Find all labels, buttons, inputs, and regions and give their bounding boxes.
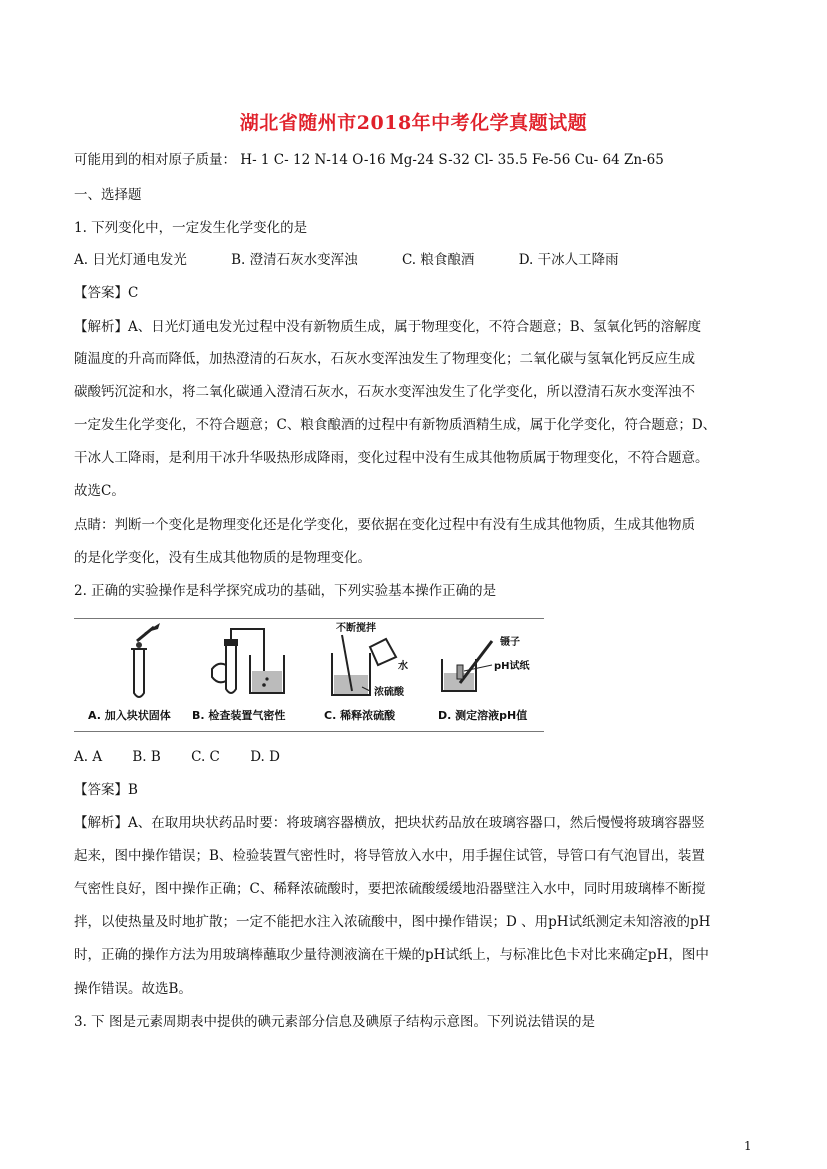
test-tube-solid-illustration — [82, 619, 192, 709]
q3-stem: 3. 下 图是元素周期表中提供的碘元素部分信息及碘原子结构示意图。下列说法错误的是 — [74, 1014, 595, 1030]
label-ph-paper: pH试纸 — [494, 661, 530, 672]
q1-analysis-line: 干冰人工降雨，是利用干冰升华吸热形成降雨，变化过程中没有生成其他物质属于物理变化，不符合题意。 — [74, 450, 709, 466]
q1-tip-line: 的是化学变化，没有生成其他物质的是物理变化。 — [74, 550, 371, 566]
q1-analysis-line: 随温度的升高而降低，加热澄清的石灰水，石灰水变浑浊发生了物理变化；二氧化碳与氢氧化钙反应生成 — [74, 351, 695, 367]
label-stir: 不断搅拌 — [336, 623, 376, 634]
q1-answer: 【答案】C — [74, 285, 139, 301]
label-acid: 浓硫酸 — [374, 687, 404, 698]
q1-analysis-line: 故选C。 — [74, 483, 125, 499]
q1-option-c: C. 粮食酿酒 — [401, 252, 475, 268]
page-number: 1 — [744, 1139, 752, 1153]
figure-panel-d — [430, 619, 544, 731]
q1-analysis-line: 碳酸钙沉淀和水，将二氧化碳通入澄清石灰水，石灰水变浑浊发生了化学变化，所以澄清石灰水变浑浊不 — [74, 384, 695, 400]
caption-c: C. 稀释浓硫酸 — [324, 709, 396, 722]
label-water: 水 — [398, 661, 408, 672]
caption-b: B. 检查装置气密性 — [192, 709, 286, 722]
caption-a: A. 加入块状固体 — [88, 709, 171, 722]
q1-analysis-line: 【解析】A、日光灯通电发光过程中没有新物质生成，属于物理变化，不符合题意；B、氢氧化钙的溶解度 — [74, 319, 702, 335]
q2-options — [74, 748, 764, 766]
section-heading: 一、选择题 — [74, 187, 142, 203]
q2-analysis-line: 时，正确的操作方法为用玻璃棒蘸取少量待测液滴在干燥的pH试纸上，与标准比色卡对比来确定pH，图中 — [74, 947, 709, 963]
q2-stem: 2. 正确的实验操作是科学探究成功的基础，下列实验基本操作正确的是 — [74, 583, 497, 599]
q2-figure — [74, 618, 544, 732]
q2-option-a: A. A — [74, 749, 103, 765]
q1-option-a: A. 日光灯通电发光 — [74, 252, 187, 268]
q2-option-d: D. D — [250, 749, 280, 765]
q2-analysis-line: 起来，图中操作错误；B、检验装置气密性时，将导管放入水中，用手握住试管，导管口有气泡冒出，装置 — [74, 848, 705, 864]
label-tweezers: 镊子 — [500, 637, 520, 648]
q2-analysis-line: 拌，以使热量及时地扩散；一定不能把水注入浓硫酸中，图中操作错误；D 、用pH试纸测定未知溶液的pH — [74, 914, 711, 930]
caption-d: D. 测定溶液pH值 — [438, 709, 528, 722]
q2-option-c: C. C — [191, 749, 220, 765]
q2-analysis-line: 【解析】A、在取用块状药品时要：将玻璃容器横放，把块状药品放在玻璃容器口，然后慢慢将玻璃容器竖 — [74, 815, 705, 831]
q1-option-b: B. 澄清石灰水变浑浊 — [231, 252, 358, 268]
q1-tip-line: 点睛：判断一个变化是物理变化还是化学变化，要依据在变化过程中有没有生成其他物质，生成其他物质 — [74, 517, 695, 533]
q2-analysis-line: 气密性良好，图中操作正确；C、稀释浓硫酸时，要把浓硫酸缓缓地沿器壁注入水中，同时用玻璃棒不断搅 — [74, 881, 706, 897]
figure-panel-b — [192, 619, 312, 731]
q1-stem: 1. 下列变化中，一定发生化学变化的是 — [74, 220, 308, 236]
q2-analysis-line: 操作错误。故选B。 — [74, 981, 192, 997]
q2-option-b: B. B — [132, 749, 161, 765]
page-title: 湖北省随州市2018年中考化学真题试题 — [239, 112, 588, 134]
q1-options — [74, 251, 764, 269]
q2-answer: 【答案】B — [74, 782, 138, 798]
ph-test-illustration — [430, 619, 544, 709]
q1-analysis-line: 一定发生化学变化，不符合题意；C、粮食酿酒的过程中有新物质酒精生成，属于化学变化，符合题意；D、 — [74, 417, 717, 433]
atomic-masses: 可能用到的相对原子质量： H- 1 C- 12 N-14 O-16 Mg-24 S-32 Cl- 35.5 Fe-56 Cu- 64 Zn-65 — [74, 152, 664, 168]
dilute-acid-illustration — [312, 619, 430, 709]
figure-panel-c — [312, 619, 430, 731]
figure-panel-a — [82, 619, 192, 731]
airtightness-check-illustration — [192, 619, 312, 709]
q1-option-d: D. 干冰人工降雨 — [518, 252, 619, 268]
